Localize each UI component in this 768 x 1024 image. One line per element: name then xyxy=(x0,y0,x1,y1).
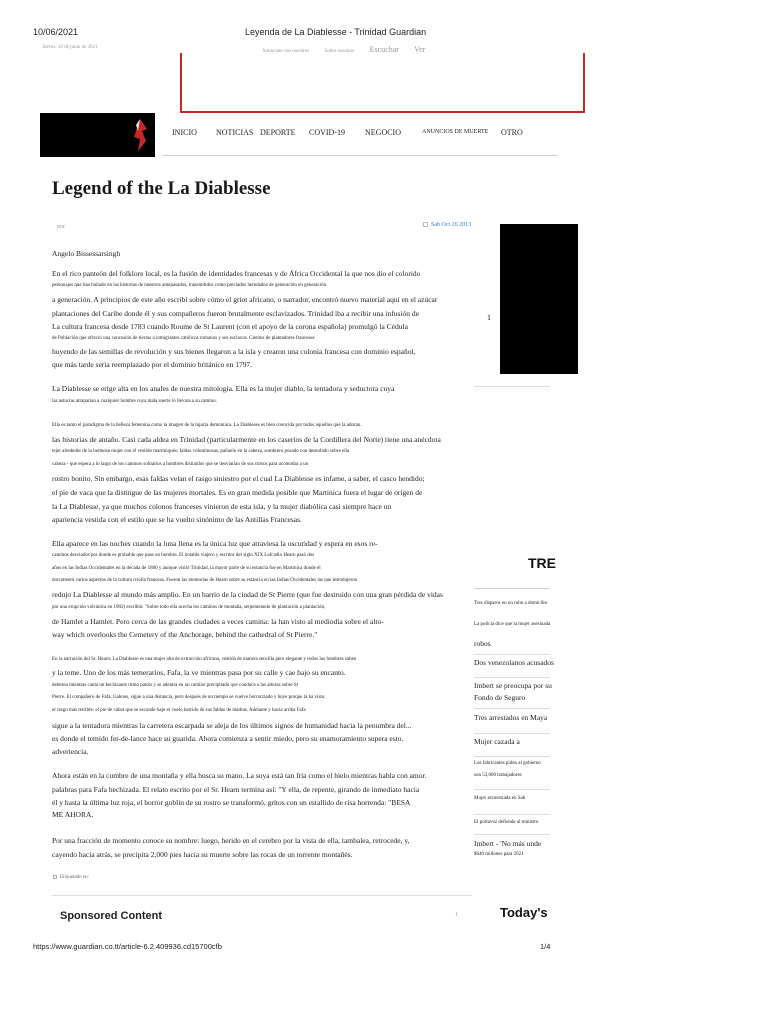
top-date: Jueves, 10 de junio de 2021 xyxy=(42,45,98,50)
article-line: de Hamlet a Hamlet. Pero cerca de las grandes ciudades a veces camina: la han visto al mediodía sobre el alto- xyxy=(52,617,384,626)
article-line: personajes que han bailado en las historias de nuestros antepasados, transmitidos como preciados heredados de generación en generación xyxy=(52,283,327,288)
article-line: Ella es tanto el paradigma de la belleza femenina como la imagen de la lujuria demoníaca. La Diablesse es bien conocida por todos aquellos que la adoran. xyxy=(52,423,362,428)
sidebar-ad-number: 1 xyxy=(487,313,491,322)
trending-item-divider xyxy=(474,834,550,835)
article-line: cabeza - que espera a lo largo de los caminos solitarios a hombres distraídos que se desviarían de sus cursos para acomodar a un xyxy=(52,462,309,467)
article-headline: Legend of the La Diablesse xyxy=(52,178,271,199)
article-line: y la teme. Uno de los más temerarios, Fafa, la ve mientras pasa por su calle y cae bajo su encanto. xyxy=(52,668,346,677)
listen-link[interactable]: Escuchar xyxy=(369,45,399,54)
article-line: de Población que ofreció una concesión de tierras a inmigrantes católicos romanos y sus esclavos. Cientos de plantadores franceses xyxy=(52,336,315,341)
nav-item-deporte[interactable]: DEPORTE xyxy=(260,128,296,137)
trending-item[interactable]: Tres disparos en un robo a domicilio xyxy=(474,601,548,606)
trending-item[interactable]: Fondo de Seguro xyxy=(474,693,526,702)
trending-heading: TRE xyxy=(528,555,556,571)
trending-item[interactable]: Los fabricantes piden al gobierno xyxy=(474,761,541,766)
nav-item-anuncios[interactable]: ANUNCIOS DE MUERTE xyxy=(422,129,489,135)
trending-item[interactable]: Imbert se preocupa por su xyxy=(474,681,552,690)
article-line: La cultura francesa desde 1783 cuando Roume de St Laurent (con el apoyo de la corona española) promulgó la Cédula xyxy=(52,322,408,331)
byline: por xyxy=(57,224,65,230)
article-line: sigue a la tentadora mientras la carretera escarpada se aleja de los últimos signos de humanidad hacia la penumbra del... xyxy=(52,721,412,730)
trending-item[interactable]: robos xyxy=(474,639,491,648)
trending-item[interactable]: son 53,000 trabajadores xyxy=(474,773,522,778)
article-line: cayendo hacia atrás, se precipita 2,000 pies hacia su muerte sobre las rocas de un torrente montañés. xyxy=(52,850,353,859)
trending-item-divider xyxy=(474,708,550,709)
print-title: Leyenda de La Diablesse - Trinidad Guardian xyxy=(245,27,427,37)
article-line: huyendo de las semillas de revolución y sus bienes llegaron a la isla y crearon una colonia francesa con dominio español, xyxy=(52,347,416,356)
article-line: Por una fracción de momento conoce su nombre: luego, herido en el cerebro por la vista de ella, tambalea, retrocede, y, xyxy=(52,836,410,845)
sidebar-ad[interactable] xyxy=(500,224,578,374)
footer-url: https://www.guardian.co.tt/article-6.2.409936.cd15700cfb xyxy=(33,942,222,951)
trending-item-divider xyxy=(474,756,550,757)
article-line: La Diablesse se erige alta en los anales de nuestra mitología. Ella es la mujer diablo, la tentadora y seductora cuya xyxy=(52,384,395,393)
todays-heading: Today's xyxy=(500,905,548,920)
article-line: el pie de vaca que la distingue de las mujeres mortales. Es en gran medida posible que Martinica fuera el lugar de origen de xyxy=(52,488,423,497)
about-link[interactable]: Sobre nosotros xyxy=(324,49,355,54)
article-line: las historias de antaño. Casi cada aldea en Trinidad (particularmente en los caseríos de la Cordillera del Norte) tiene una anécdota xyxy=(52,435,441,444)
article-line: años en las Indias Occidentales en la década de 1880 y aunque visitó Trinidad, la mayor parte de su estancia fue en Martinica donde él xyxy=(52,566,321,571)
article-date-text: Sab Oct 26 2013 xyxy=(431,222,472,228)
article-line: redujo La Diablesse al mundo más amplio. En un barrio de la ciudad de St Pierre (que fue destruido con una gran pérdida de vidas xyxy=(52,590,443,599)
trending-item[interactable]: Tres arrestados en Maya xyxy=(474,713,548,722)
article-line: es donde el temido fer-de-lance hace su guarida. Ahora comienza a sentir miedo, pero su enamoramiento supera esto. xyxy=(52,734,404,743)
tag-icon xyxy=(53,875,57,879)
watch-link[interactable]: Ver xyxy=(414,45,426,54)
nav-item-noticias[interactable]: NOTICIAS xyxy=(216,128,254,137)
article-line: documentó varios aspectos de la cultura criolla francesa. Fueron las memorias de Hearn sobre su estancia en las Indias Occidentales las que introdujeron xyxy=(52,578,358,583)
tags-row xyxy=(53,875,89,880)
nav-item-otro[interactable]: OTRO xyxy=(501,128,523,137)
sidebar-ad-panel xyxy=(474,228,500,374)
article-line: las astucias atraparían a cualquier hombre cuya mala suerte lo llevara a su camino. xyxy=(52,399,217,404)
nav-item-inicio[interactable]: INICIO xyxy=(172,128,197,137)
article-line: plantaciones del Caribe donde él y sus compañeros fueron brutalmente esclavizados. Trinidad iba a recibir una infusión de xyxy=(52,309,419,318)
sponsored-page-number: 1 xyxy=(455,912,458,918)
article-line: deletrea mientras canta un hechizante ritmo patois y se adentra en un camino precipitado que conduce a las alturas sobre St xyxy=(52,683,299,688)
advertise-link[interactable]: Anúnciate con nosotros xyxy=(262,49,310,54)
article-line: el rasgo más terrible: el pie de cabra que se esconde bajo el vuelo barrido de sus faldas de madras. Adelante y hacia arriba Fafa xyxy=(52,708,306,713)
trending-item[interactable]: El portavoz defiende al ministro xyxy=(474,820,539,825)
trending-item-divider xyxy=(474,789,550,790)
article-line: Ella aparece en las noches cuando la luna llena es la única luz que atraviesa la oscuridad y espera en esos re- xyxy=(52,539,378,548)
trending-item[interactable]: La policía dice que la mujer asesinada xyxy=(474,622,551,627)
article-line: a generación. A principios de este año escribí sobre cómo el griot africano, o narrador, encontró nuevo material aquí en el azúcar xyxy=(52,295,438,304)
article-line: por una erupción volcánica en 1902) escribió: "Sobre todo ella acecha los caminos de montaña, serpenteando de plantación a plantación, xyxy=(52,605,326,610)
logo-mark-icon xyxy=(130,117,150,153)
nav-item-covid[interactable]: COVID-19 xyxy=(309,128,345,137)
trending-item[interactable]: $640 millones para 2021 xyxy=(474,852,524,857)
sponsored-heading: Sponsored Content xyxy=(60,910,163,922)
trending-item[interactable]: Dos venezolanos acusados xyxy=(474,658,554,667)
article-line: caminos desviados por donde es probable que pase un hombre. El notable viajero y escritor del siglo XIX Lafcadio Hearn pasó dos xyxy=(52,553,315,558)
trending-item-divider xyxy=(474,677,550,678)
nav-divider xyxy=(162,155,558,156)
author-name: Angelo Bissessarsingh xyxy=(52,249,121,258)
article-line: que más tarde sería reemplazado por el dominio británico en 1797. xyxy=(52,360,253,369)
nav-item-negocio[interactable]: NEGOCIO xyxy=(365,128,401,137)
trending-divider xyxy=(474,588,550,589)
article-line: tejer alrededor de la hermosa mujer con el vestido martiniqués: faldas voluminosas, pañuelo en la cabeza, sombrero posado con desenfado sobre ella xyxy=(52,449,350,454)
footer-page-number: 1/4 xyxy=(540,942,551,951)
sponsored-divider xyxy=(52,895,472,896)
article-line: él y hasta la última luz roja, el horror goblin de su rostro se transformó, gritos con un estallido de risa horrenda: "BESA xyxy=(52,798,411,807)
top-ad-banner[interactable] xyxy=(180,53,585,113)
trending-item[interactable]: Imbert - 'No más unde xyxy=(474,839,542,848)
article-line: la La Diablesse, ya que muchos colonos franceses vinieron de esta isla, y la mujer diabólica casi siempre hace un xyxy=(52,502,392,511)
article-line: advertencia. xyxy=(52,747,89,756)
article-line: palabras para Fafa hechizada. El relato escrito por el Sr. Hearn termina así: "Y ella, de repente, girando de inmediato hacia xyxy=(52,785,420,794)
article-line: Ahora están en la cumbre de una montaña y ella busca su mano. La suya está tan fría como el hielo mientras habla con amor. xyxy=(52,771,427,780)
print-date: 10/06/2021 xyxy=(33,27,79,37)
trending-item-divider xyxy=(474,814,550,815)
article-line: En el rico panteón del folklore local, es la fusión de identidades francesas y de África Occidental la que nos dio el colorido xyxy=(52,269,421,278)
article-line: way which overlooks the Cemetery of the Anchorage, behind the cathedral of St Pierre." xyxy=(52,630,318,639)
article-line: En la narración del Sr. Hearn, La Diablesse es una mujer alta de extracción africana, vestida de manera sencilla pero elegante y todos los hombres saben xyxy=(52,657,357,662)
tags-label: Etiquetado en: xyxy=(60,875,90,881)
trending-item-divider xyxy=(474,654,550,655)
sidebar-divider xyxy=(474,386,550,387)
article-date xyxy=(423,222,471,228)
article-line: Pierre. El compañero de Fafa, Gabous, sigue a una distancia, pero después de un tiempo se vuelve horrorizado y huye porque la ha visto. xyxy=(52,695,326,700)
trending-item-divider xyxy=(474,733,550,734)
article-line: ME AHORA. xyxy=(52,810,94,819)
article-line: rostro bonito. Sin embargo, esas faldas velan el rasgo siniestro por el cual La Diablesse es infame, a saber, el casco hendido; xyxy=(52,474,425,483)
article-line: apariencia vestida con el estilo que se ha vuelto sinónimo de las Antillas Francesas. xyxy=(52,515,302,524)
trending-item[interactable]: Mujer cazada a xyxy=(474,737,520,746)
trending-item[interactable]: Mujer secuestrada en Sab xyxy=(474,796,526,801)
calendar-icon xyxy=(423,222,428,227)
